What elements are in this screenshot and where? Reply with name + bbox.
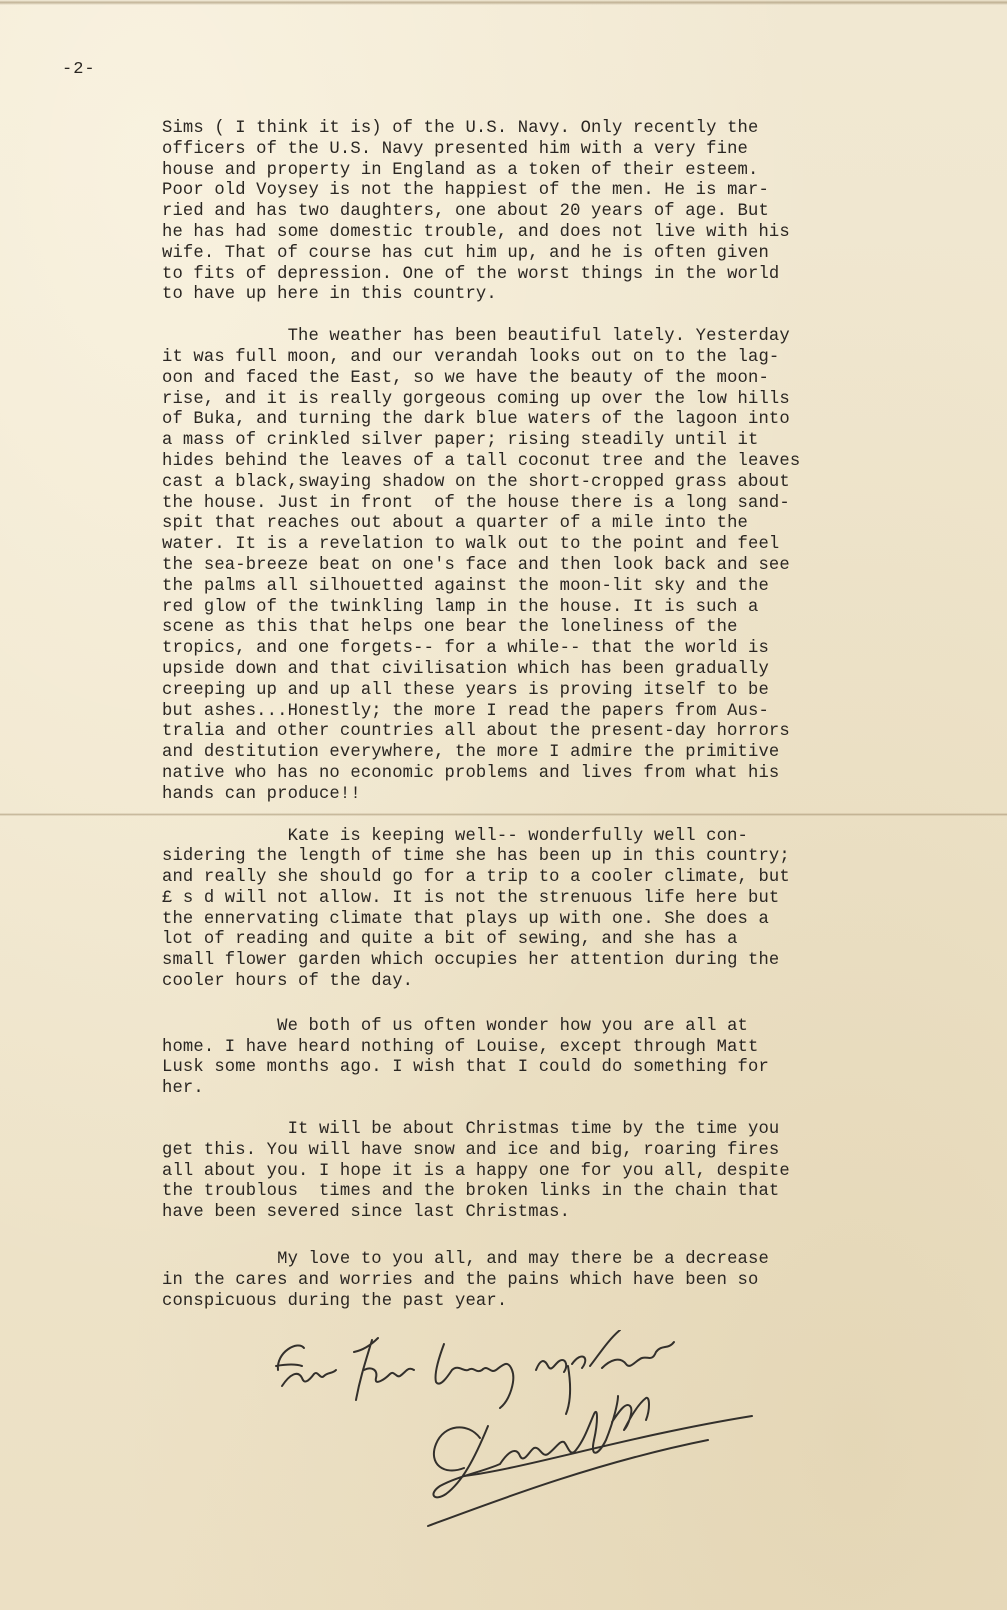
signature-underline bbox=[428, 1416, 752, 1526]
handwritten-signature bbox=[268, 1330, 828, 1530]
paragraph-love: My love to you all, and may there be a decrease in the cares and worries and the pains which have been so conspicuous during the past year. bbox=[162, 1250, 769, 1311]
signature-closing-nephew bbox=[536, 1330, 674, 1414]
signature-name-llewellyn bbox=[433, 1396, 649, 1497]
letter-body bbox=[162, 119, 942, 1312]
paragraph-christmas: It will be about Christmas time by the time you get this. You will have snow and ice and big, roaring fires all about you. I hope it is a happy one for you all, despite the troublous times and the broken links in the chain that have been severed since last Christmas. bbox=[162, 1120, 790, 1223]
top-fold-line bbox=[0, 0, 1007, 5]
signature-drawing bbox=[268, 1330, 828, 1530]
paragraph-kate: Kate is keeping well-- wonderfully well con- sidering the length of time she has been up in this country; and really she should go for a trip to a cooler climate, but £ s d will not allow. It is not the strenuous life here but the ennervating climate that plays up with one. She does a lot of reading and quite a bit of sewing, and she has a small flower garden which occupies her attention during the cooler hours of the day. bbox=[162, 826, 790, 992]
signature-closing-ever bbox=[276, 1345, 336, 1386]
page-number: -2- bbox=[62, 60, 96, 79]
signature-closing-your bbox=[354, 1338, 414, 1400]
signature-closing-loving bbox=[435, 1344, 513, 1408]
paragraph-home: We both of us often wonder how you are all at home. I have heard nothing of Louise, except through Matt Lusk some months ago. I wish that I could do something for her. bbox=[162, 1016, 769, 1099]
paragraph-weather: The weather has been beautiful lately. Yesterday it was full moon, and our verandah looks out on to the lag- oon and faced the East, so we have the beauty of the moon- rise, and it is really gorgeous coming up over the low hills of Buka, and turning the dark blue waters of the lagoon into a mass of crinkled silver paper; rising steadily until it hides behind the leaves of a tall coconut tree and the leaves cast a black,swaying shadow on the short-cropped grass about the house. Just in front of the house there is a long sand- spit that reaches out about a quarter of a mile into the water. It is a revelation to walk out to the point and feel the sea-breeze beat on one's face and then look back and see the palms all silhouetted against the moon-lit sky and the red glow of the twinkling lamp in the house. It is such a scene as this that helps one bear the loneliness of the tropics, and one forgets-- for a while-- that the world is upside down and that civilisation which has been gradually creeping up and up all these years is proving itself to be but ashes...Honestly; the more I read the papers from Aus- tralia and other countries all about the present-day horrors and destitution everywhere, the more I admire the primitive native who has no economic problems and lives from what his hands can produce!! bbox=[162, 327, 801, 804]
paragraph-voysey: Sims ( I think it is) of the U.S. Navy. Only recently the officers of the U.S. Navy presented him with a very fine house and property in England as a token of their esteem. Poor old Voysey is not the happiest of the men. He is mar- ried and has two daughters, one about 20 years of age. But he has had some domestic trouble, and does not live with his wife. That of course has cut him up, and he is often given to fits of depression. One of the worst things in the world to have up here in this country. bbox=[162, 119, 790, 305]
